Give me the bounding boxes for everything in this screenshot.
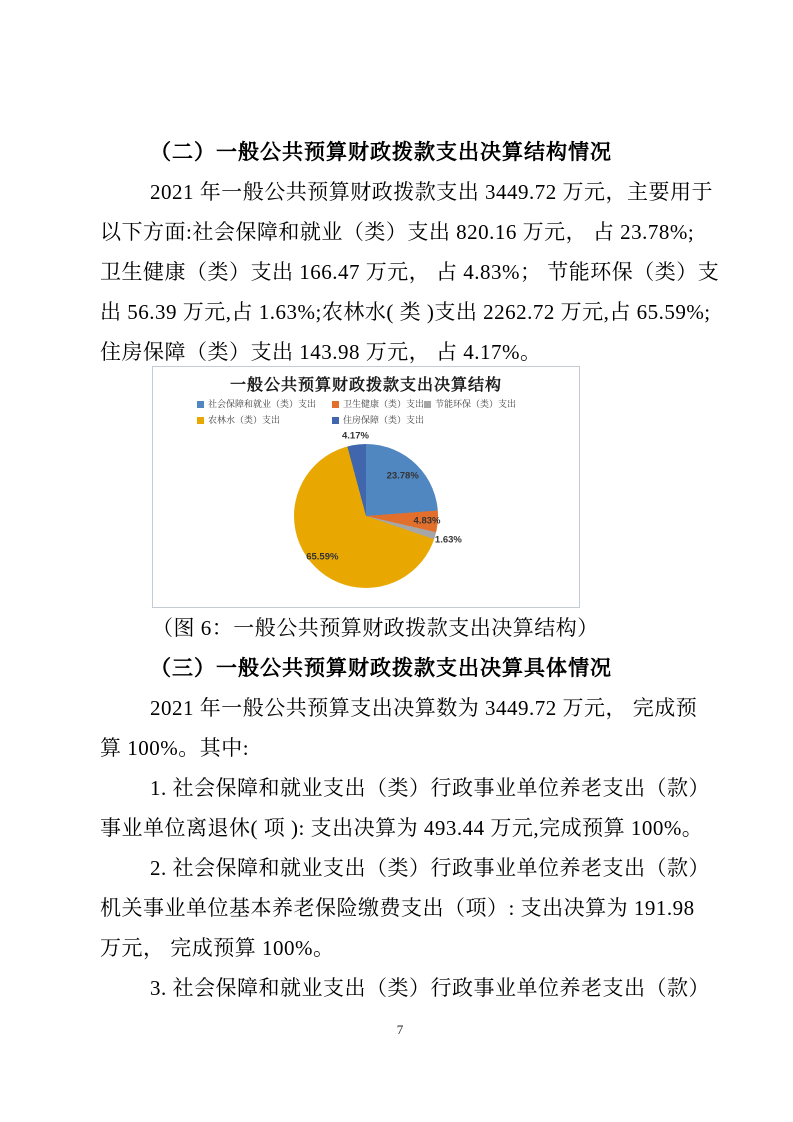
legend-swatch-icon xyxy=(424,401,431,408)
legend-item xyxy=(197,398,332,411)
legend-label: 节能环保（类）支出 xyxy=(435,399,517,409)
paragraph-line: 机关事业单位基本养老保险缴费支出（项）: 支出决算为 191.98 xyxy=(100,896,695,920)
paragraph-line: 2021 年一般公共预算支出决算数为 3449.72 万元， 完成预 xyxy=(150,696,698,720)
legend-item xyxy=(424,398,573,411)
paragraph-line: 1. 社会保障和就业支出（类）行政事业单位养老支出（款） xyxy=(150,776,710,800)
legend-label: 社会保障和就业（类）支出 xyxy=(208,399,317,409)
legend-swatch-icon xyxy=(332,401,339,408)
legend-label: 卫生健康（类）支出 xyxy=(343,399,425,409)
paragraph-line: 3. 社会保障和就业支出（类）行政事业单位养老支出（款） xyxy=(150,976,710,1000)
paragraph-line: 卫生健康（类）支出 166.47 万元， 占 4.83%； 节能环保（类）支 xyxy=(100,260,720,284)
pie-data-label: 23.78% xyxy=(386,470,419,482)
paragraph-line: 以下方面:社会保障和就业（类）支出 820.16 万元， 占 23.78%; xyxy=(100,220,695,244)
figure-caption: （图 6：一般公共预算财政拨款支出决算结构） xyxy=(152,616,599,640)
paragraph-line: 2. 社会保障和就业支出（类）行政事业单位养老支出（款） xyxy=(150,856,710,880)
section-heading-2: （二）一般公共预算财政拨款支出决算结构情况 xyxy=(150,140,612,164)
paragraph-line: 算 100%。其中: xyxy=(100,736,250,760)
legend-item xyxy=(332,398,424,411)
pie xyxy=(294,444,438,588)
pie-chart-figure xyxy=(152,366,580,608)
paragraph-line: 2021 年一般公共预算财政拨款支出 3449.72 万元，主要用于 xyxy=(150,180,713,204)
legend-swatch-icon xyxy=(197,401,204,408)
pie-data-label: 4.17% xyxy=(341,430,369,442)
legend-label: 农林水（类）支出 xyxy=(208,415,281,425)
legend-label: 住房保障（类）支出 xyxy=(343,415,425,425)
legend-swatch-icon xyxy=(197,417,204,424)
pie-data-label: 4.83% xyxy=(413,515,441,527)
chart-legend xyxy=(197,398,573,427)
paragraph-line: 住房保障（类）支出 143.98 万元， 占 4.17%。 xyxy=(100,340,542,364)
pie-data-label: 65.59% xyxy=(306,551,339,563)
page-number: 7 xyxy=(396,1022,404,1037)
pie-data-label: 1.63% xyxy=(434,534,462,546)
section-heading-3: （三）一般公共预算财政拨款支出决算具体情况 xyxy=(150,656,612,680)
paragraph-line: 出 56.39 万元,占 1.63%;农林水( 类 )支出 2262.72 万元,占 65.59%; xyxy=(100,300,711,324)
paragraph-line: 万元， 完成预算 100%。 xyxy=(100,936,335,960)
legend-item xyxy=(332,414,424,427)
legend-swatch-icon xyxy=(332,417,339,424)
legend-item xyxy=(197,414,332,427)
chart-title: 一般公共预算财政拨款支出决算结构 xyxy=(229,377,502,394)
paragraph-line: 事业单位离退休( 项 ): 支出决算为 493.44 万元,完成预算 100%。 xyxy=(100,816,704,840)
page-content xyxy=(100,0,720,1040)
